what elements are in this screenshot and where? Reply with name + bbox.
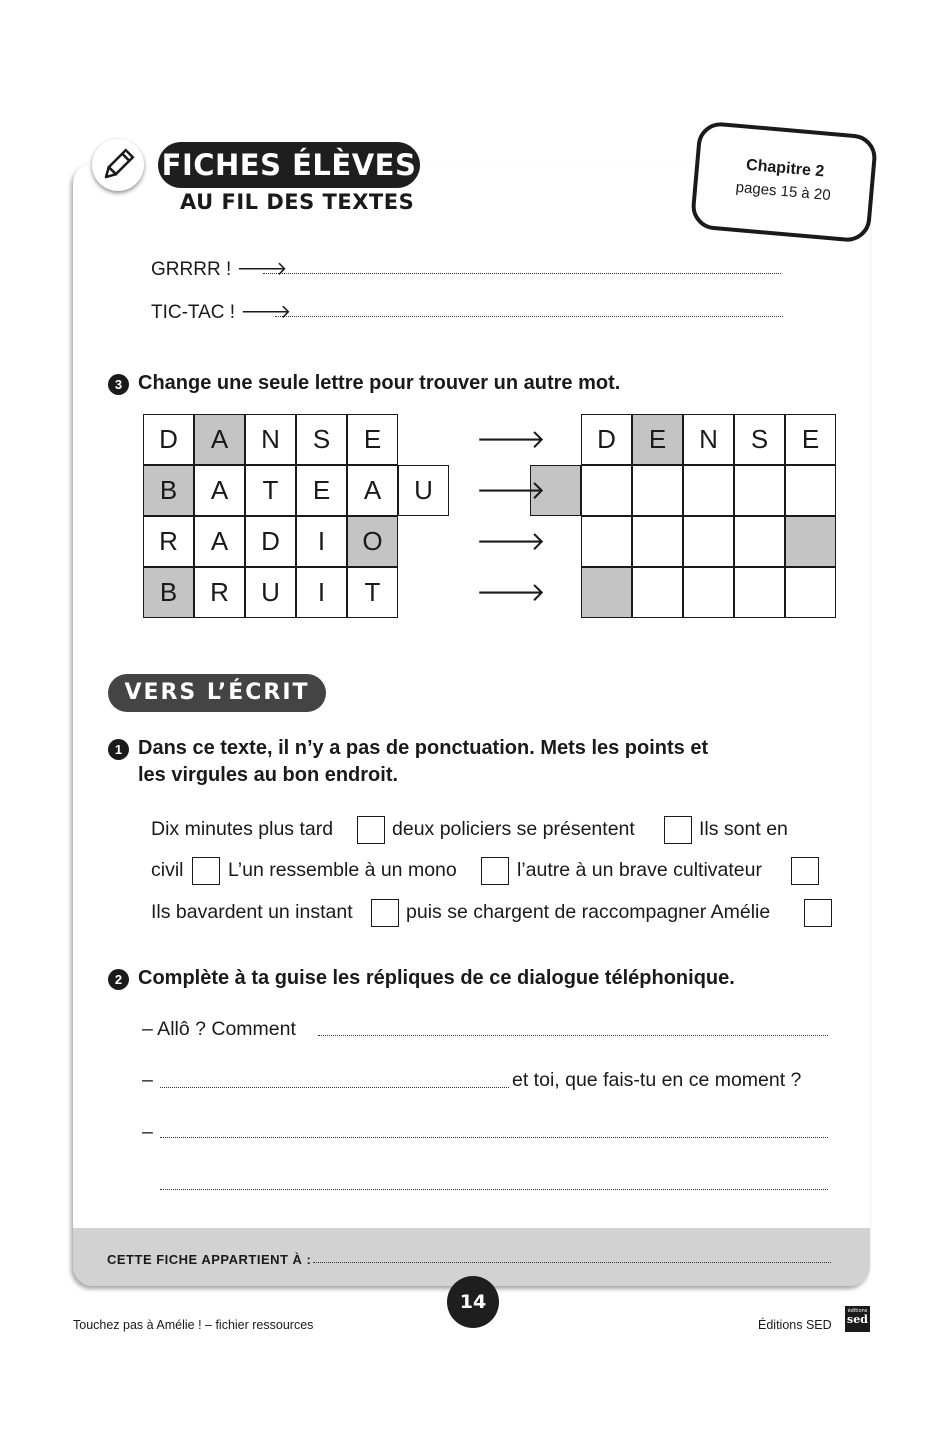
exercise-3-instruction: Change une seule lettre pour trouver un autre mot. — [138, 372, 621, 394]
answer-letter-cell: E — [632, 414, 683, 465]
answer-letter-cell: S — [734, 414, 785, 465]
dialogue-line-2: – — [142, 1069, 153, 1091]
punctuation-box[interactable] — [192, 857, 220, 885]
letter-cell: U — [398, 465, 449, 516]
dialogue-answer-line[interactable] — [160, 1189, 828, 1190]
text-segment: Ils bavardent un instant — [151, 901, 353, 923]
dialogue-answer-line[interactable] — [318, 1035, 828, 1036]
book-title-footer: Touchez pas à Amélie ! – fichier ressources — [73, 1318, 314, 1332]
letter-cell: I — [296, 567, 347, 618]
letter-cell: N — [245, 414, 296, 465]
punctuation-box[interactable] — [664, 816, 692, 844]
answer-letter-cell: N — [683, 414, 734, 465]
letter-cell: E — [347, 414, 398, 465]
worksheet-card — [73, 163, 870, 1286]
section-title: VERS L’ÉCRIT — [108, 674, 326, 712]
answer-letter-cell[interactable] — [734, 567, 785, 618]
answer-letter-cell[interactable] — [581, 465, 632, 516]
owner-name-line[interactable] — [313, 1262, 831, 1263]
punctuation-box[interactable] — [791, 857, 819, 885]
letter-cell: R — [194, 567, 245, 618]
ecrit1-instruction-line1: Dans ce texte, il n’y a pas de ponctuation. Mets les points et — [138, 737, 709, 759]
answer-letter-cell: D — [581, 414, 632, 465]
letter-cell: S — [296, 414, 347, 465]
punctuation-box[interactable] — [357, 816, 385, 844]
chapter-pages: pages 15 à 20 — [735, 178, 832, 205]
pencil-icon — [92, 139, 144, 191]
answer-letter-cell[interactable] — [683, 465, 734, 516]
letter-cell: A — [194, 414, 245, 465]
answer-line-grrrr[interactable] — [263, 273, 781, 274]
letter-cell: T — [347, 567, 398, 618]
arrow-icon: 🡒 — [476, 476, 546, 506]
answer-letter-cell[interactable] — [785, 516, 836, 567]
letter-cell: B — [143, 567, 194, 618]
publisher-logo: éditions sed — [845, 1306, 870, 1332]
letter-cell: T — [245, 465, 296, 516]
publisher-footer: Éditions SED — [758, 1318, 832, 1332]
letter-cell: U — [245, 567, 296, 618]
letter-cell: A — [194, 465, 245, 516]
answer-letter-cell[interactable] — [581, 516, 632, 567]
answer-letter-cell[interactable] — [785, 567, 836, 618]
onomatopoeia-grrrr: GRRRR ! 🡒 — [151, 259, 288, 280]
page-number: 14 — [447, 1276, 499, 1328]
text-segment: civil — [151, 859, 184, 881]
letter-cell: O — [347, 516, 398, 567]
letter-cell: A — [347, 465, 398, 516]
letter-cell: E — [296, 465, 347, 516]
text-segment: L’un ressemble à un mono — [228, 859, 457, 881]
punctuation-box[interactable] — [804, 899, 832, 927]
text-segment: l’autre à un brave cultivateur — [517, 859, 762, 881]
letter-cell: D — [143, 414, 194, 465]
chapter-badge — [690, 120, 879, 243]
text-segment: Dix minutes plus tard — [151, 818, 334, 840]
text-segment: puis se chargent de raccompagner Amélie — [406, 901, 771, 923]
dialogue-answer-line[interactable] — [160, 1137, 828, 1138]
answer-line-tictac[interactable] — [275, 316, 783, 317]
exercise-number-3: 3 — [108, 374, 129, 395]
dialogue-line-1: – Allô ? Comment — [142, 1018, 296, 1040]
ecrit1-instruction-line2: les virgules au bon endroit. — [138, 764, 399, 786]
dialogue-line-3: – — [142, 1121, 153, 1143]
answer-letter-cell[interactable] — [734, 516, 785, 567]
answer-letter-cell[interactable] — [581, 567, 632, 618]
exercise-number-2: 2 — [108, 969, 129, 990]
punctuation-box[interactable] — [371, 899, 399, 927]
exercise-number-1: 1 — [108, 739, 129, 760]
dialogue-line-2-end: et toi, que fais-tu en ce moment ? — [512, 1069, 802, 1091]
answer-letter-cell: E — [785, 414, 836, 465]
ecrit2-instruction: Complète à ta guise les répliques de ce dialogue téléphonique. — [138, 967, 735, 989]
answer-letter-cell[interactable] — [683, 567, 734, 618]
arrow-icon: 🡒 — [476, 425, 546, 455]
dialogue-answer-line[interactable] — [160, 1087, 509, 1088]
text-segment: deux policiers se présentent — [392, 818, 635, 840]
answer-letter-cell[interactable] — [632, 567, 683, 618]
answer-letter-cell[interactable] — [683, 516, 734, 567]
letter-cell: D — [245, 516, 296, 567]
arrow-icon: 🡒 — [476, 578, 546, 608]
letter-cell: B — [143, 465, 194, 516]
answer-letter-cell[interactable] — [632, 465, 683, 516]
answer-letter-cell[interactable] — [785, 465, 836, 516]
arrow-icon: 🡒 — [476, 527, 546, 557]
answer-letter-cell[interactable] — [734, 465, 785, 516]
punctuation-box[interactable] — [481, 857, 509, 885]
page-subtitle: AU FIL DES TEXTES — [180, 190, 415, 214]
chapter-title: Chapitre 2 — [745, 156, 825, 181]
page-title: FICHES ÉLÈVES — [158, 142, 420, 188]
letter-cell: R — [143, 516, 194, 567]
letter-cell: A — [194, 516, 245, 567]
owner-label: CETTE FICHE APPARTIENT À : — [107, 1252, 312, 1267]
text-segment: Ils sont en — [699, 818, 788, 840]
letter-cell: I — [296, 516, 347, 567]
answer-letter-cell[interactable] — [632, 516, 683, 567]
onomatopoeia-tictac: TIC-TAC ! 🡒 — [151, 302, 292, 323]
